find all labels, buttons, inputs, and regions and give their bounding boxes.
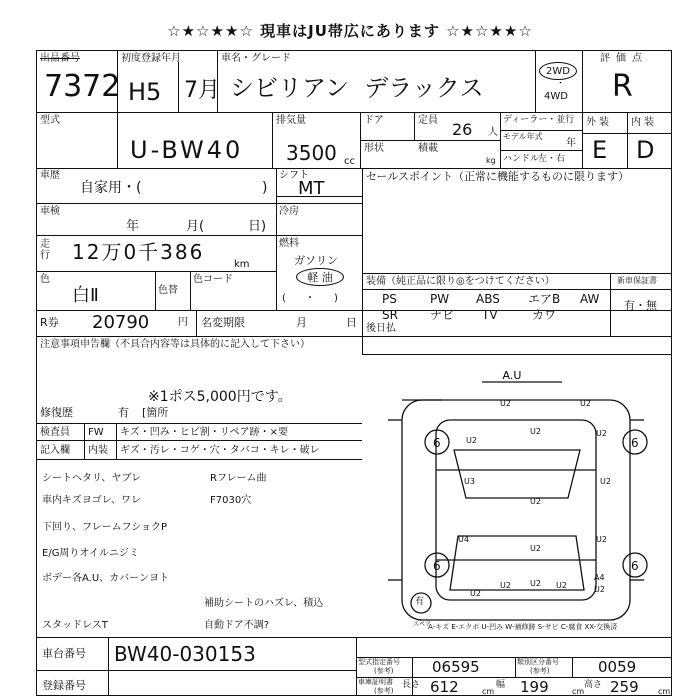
equip-sr: SR bbox=[382, 308, 398, 322]
warranty-value: 有・無 bbox=[624, 299, 657, 312]
remark-6: スタッドレスT bbox=[42, 620, 108, 631]
repair-paren: [箇所 bbox=[142, 406, 169, 419]
width-label: 幅 bbox=[496, 680, 506, 690]
length-label: 長さ bbox=[402, 680, 421, 690]
classification-sub: (参考) bbox=[530, 667, 550, 675]
diagram-mark-15: U2 bbox=[470, 589, 481, 598]
steering-label: ハンドル bbox=[503, 154, 540, 164]
equip-tv: TV bbox=[482, 308, 498, 322]
steering-value: 左・右 bbox=[538, 154, 566, 164]
tire-grade-rr: 6 bbox=[631, 559, 639, 573]
color-value: 白Ⅱ bbox=[72, 285, 99, 306]
warranty-label: 新車保証書 bbox=[617, 276, 657, 285]
door-label: ドア bbox=[364, 115, 384, 126]
mileage-label: 走行 bbox=[40, 239, 50, 261]
inspector-label: 検査員 bbox=[40, 427, 70, 438]
diagram-mark-16: A4 bbox=[594, 573, 605, 582]
car-name-label: 車名・グレード bbox=[221, 53, 291, 64]
notes-label: 注意事項申告欄（不具合内容等は具体的に記入して下さい） bbox=[40, 339, 310, 350]
length-value: 612 bbox=[430, 678, 459, 696]
first-reg-era: H5 bbox=[128, 78, 162, 106]
equip-ps: PS bbox=[382, 292, 397, 306]
fuel-paren: ( ・ ) bbox=[282, 293, 338, 304]
location-banner: ☆★☆★★☆ 現車はJU帯広にあります ☆★☆★★☆ bbox=[167, 22, 533, 40]
diagram-mark-13: U2 bbox=[500, 581, 511, 590]
equipment-label: 装備（純正品に限り◎をつけてください） bbox=[366, 276, 555, 287]
change-deadline-day: 日 bbox=[346, 316, 357, 329]
car-name-value: シビリアン デラックス bbox=[230, 74, 484, 102]
model-label: 型式 bbox=[40, 115, 60, 126]
first-reg-label: 初度登録年月 bbox=[121, 53, 181, 64]
chassis-value: BW40-030153 bbox=[114, 642, 256, 666]
recycle-value: 20790 bbox=[92, 312, 150, 333]
classification-label: 類別区分番号 bbox=[517, 658, 559, 666]
inspector-code: FW bbox=[88, 427, 104, 438]
eval-value: R bbox=[612, 69, 633, 104]
spare-label: スペア bbox=[413, 621, 432, 628]
fuel-label: 燃料 bbox=[279, 238, 299, 249]
diagram-mark-8: U4 bbox=[458, 535, 469, 544]
drive-4wd: 4WD bbox=[544, 91, 568, 102]
drive-separator: ・ bbox=[556, 79, 566, 89]
diagram-mark-7: U2 bbox=[600, 477, 611, 486]
diagram-mark-14: U2 bbox=[556, 581, 567, 590]
diagram-mark-6: U3 bbox=[464, 477, 475, 486]
model-value: U-BW40 bbox=[130, 136, 244, 164]
equip-aw: AW bbox=[580, 292, 600, 306]
equip-abs: ABS bbox=[476, 292, 500, 306]
history-close-paren: ) bbox=[262, 180, 268, 196]
inspection-label: 車検 bbox=[40, 206, 60, 217]
symbols-code: 内装 bbox=[88, 445, 108, 456]
remark-right-3: 補助シートのハズレ、積込 bbox=[204, 598, 324, 609]
remark-4: E/G周りオイルニジミ bbox=[42, 548, 139, 559]
width-value: 199 bbox=[520, 678, 549, 696]
change-deadline-label: 名変期限 bbox=[201, 316, 245, 329]
designation-label: 型式指定番号 bbox=[358, 658, 400, 666]
diagram-mark-3: U2 bbox=[596, 429, 607, 438]
repair-value: 有 bbox=[118, 406, 129, 419]
exterior-label: 外装 bbox=[586, 117, 612, 128]
diagram-mark-12: U2 bbox=[530, 579, 541, 588]
load-label: 積載 bbox=[418, 143, 438, 154]
fuel-diesel-circled: 軽 油 bbox=[296, 268, 344, 286]
height-label: 高さ bbox=[584, 680, 603, 690]
designation-value: 06595 bbox=[432, 658, 480, 676]
length-unit: cm bbox=[482, 687, 495, 696]
eval-label: 評価点 bbox=[600, 53, 648, 64]
first-reg-month: 7月 bbox=[184, 78, 220, 103]
drive-2wd: 2WD bbox=[539, 62, 577, 80]
exterior-value: E bbox=[592, 136, 608, 164]
remark-right-1: Rフレーム曲 bbox=[210, 473, 267, 484]
model-year-label: モデル年式 bbox=[503, 132, 543, 141]
diagram-mark-9: U2 bbox=[530, 497, 541, 506]
inspection-year: 年 bbox=[126, 219, 140, 234]
shift-label: シフト bbox=[279, 170, 309, 181]
registration-label: 登録番号 bbox=[42, 679, 86, 692]
tire-grade-fr: 6 bbox=[631, 436, 639, 450]
diagram-mark-1: U2 bbox=[466, 436, 477, 445]
equip-navi: ナビ bbox=[430, 308, 455, 322]
fuel-gasoline: ガソリン bbox=[294, 254, 338, 267]
ac-label: 冷房 bbox=[279, 206, 299, 217]
diagram-mark-10: U2 bbox=[596, 535, 607, 544]
capacity-value: 26 bbox=[452, 120, 473, 139]
history-label: 車歴 bbox=[40, 170, 60, 181]
remark-right-4: 自動ドア不調? bbox=[204, 620, 270, 631]
height-value: 259 bbox=[610, 678, 639, 696]
diagram-top: A.U bbox=[502, 369, 522, 382]
dealer-label: ディーラー・並行 bbox=[503, 115, 575, 125]
spare-mark: 有 bbox=[415, 597, 425, 607]
change-deadline-month: 月 bbox=[296, 316, 307, 329]
inspection-day: 日) bbox=[248, 219, 267, 234]
repair-label: 修復歴 bbox=[40, 406, 73, 419]
recycle-unit: 円 bbox=[178, 317, 188, 328]
height-unit: cm bbox=[658, 687, 671, 696]
mileage-unit: km bbox=[234, 259, 250, 270]
certificate-sub: (参考) bbox=[374, 687, 394, 695]
shift-value: MT bbox=[298, 178, 325, 199]
remark-right-2: F7030穴 bbox=[210, 495, 252, 506]
displacement-label: 排気量 bbox=[276, 115, 306, 126]
later-payment-label: 後日払 bbox=[366, 323, 396, 334]
car-diagram bbox=[362, 360, 672, 637]
inspection-month: 月( bbox=[186, 219, 205, 234]
lot-label: 出品番号 bbox=[40, 53, 80, 64]
diagram-mark-5: U2 bbox=[580, 399, 591, 408]
diagram-mark-11: U2 bbox=[530, 544, 541, 553]
capacity-unit: 人 bbox=[488, 127, 498, 138]
diagram-mark-2: U2 bbox=[530, 427, 541, 436]
remark-2: 車内キズヨゴレ、ワレ bbox=[42, 495, 141, 506]
displacement-unit: cc bbox=[344, 156, 355, 167]
damage-legend: A-キズ E-エクボ U-凹み W-補修跡 S-サビ C-腐食 XX-交換済 bbox=[428, 623, 618, 631]
remark-5: ボデー各A.U、カバーンヨト bbox=[42, 573, 169, 584]
mileage-value: 12万0千386 bbox=[72, 240, 205, 264]
equip-leather: カワ bbox=[532, 308, 557, 322]
color-label: 色 bbox=[40, 274, 50, 285]
symbols-label: 記入欄 bbox=[40, 445, 70, 456]
model-year-unit: 年 bbox=[566, 138, 576, 149]
remark-3: 下回り、フレームフショクP bbox=[42, 522, 168, 533]
tire-grade-fl: 6 bbox=[433, 436, 441, 450]
tire-grade-rl: 6 bbox=[433, 559, 441, 573]
diagram-mark-4: U2 bbox=[500, 399, 511, 408]
color-change-label: 色替 bbox=[158, 285, 178, 296]
equip-pw: PW bbox=[430, 292, 450, 306]
designation-sub: (参考) bbox=[374, 667, 394, 675]
lot-number: 7372 bbox=[44, 69, 121, 104]
displacement-value: 3500 bbox=[286, 141, 337, 165]
chassis-label: 車台番号 bbox=[42, 647, 86, 660]
width-unit: cm bbox=[572, 687, 585, 696]
remark-1: シートヘタリ、ヤブレ bbox=[42, 473, 142, 484]
load-unit: kg bbox=[486, 156, 496, 165]
selling-points-label: セールスポイント（正常に機能するものに限ります） bbox=[366, 170, 630, 183]
inspector-items: キズ・凹み・ヒビ割・リペア跡・×要 bbox=[120, 427, 288, 438]
shape-label: 形状 bbox=[364, 143, 384, 154]
certificate-label: 車庫証明書 bbox=[358, 678, 393, 686]
equip-airbag: エアB bbox=[528, 292, 561, 306]
capacity-label: 定員 bbox=[418, 115, 438, 126]
history-value: 自家用・( bbox=[80, 180, 142, 196]
color-code-label: 色コード bbox=[193, 274, 233, 285]
symbols-items: ギズ・汚レ・コゲ・穴・タバコ・キレ・破レ bbox=[120, 445, 320, 456]
interior-value: D bbox=[636, 136, 655, 164]
notes-text: ※1ポス5,000円です。 bbox=[148, 389, 292, 405]
recycle-label: R券 bbox=[40, 316, 59, 329]
classification-value: 0059 bbox=[598, 658, 637, 676]
interior-label: 内装 bbox=[631, 117, 657, 128]
diagram-mark-17: U2 bbox=[594, 585, 605, 594]
